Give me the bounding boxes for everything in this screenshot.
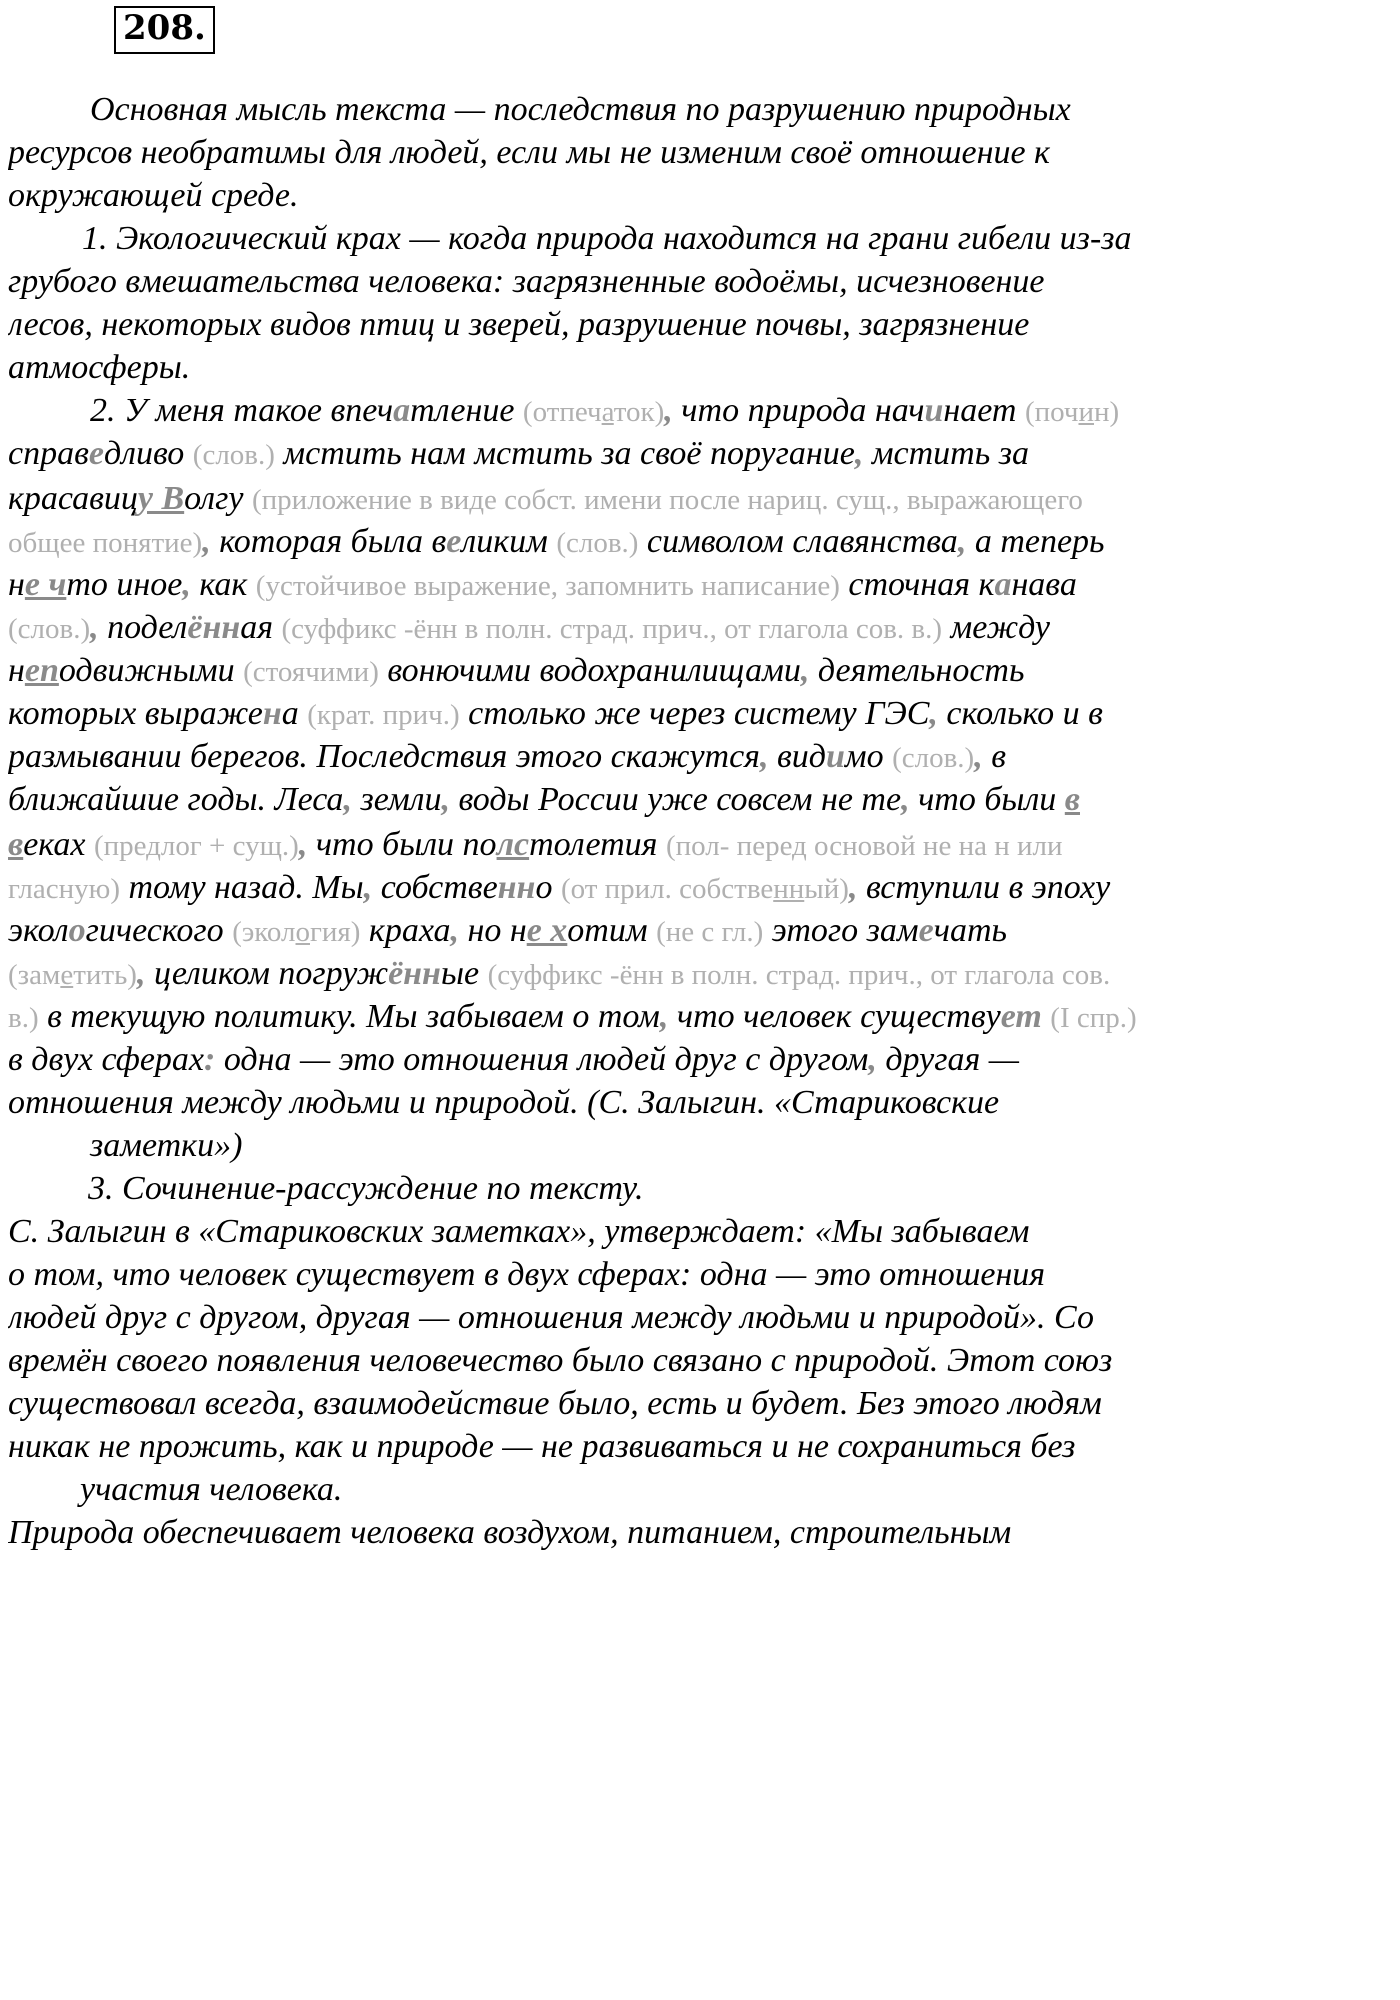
text-fragment: в двух сферах xyxy=(8,1041,205,1078)
grammar-comment: (суффикс -ённ в полн. страд. прич., от глагола сов. xyxy=(487,959,1111,991)
text-line xyxy=(8,1169,1394,1215)
highlighted-letter: е xyxy=(918,912,934,949)
text-fragment: окружающей среде. xyxy=(8,177,299,214)
text-fragment: о том, что человек существует в двух сферах: одна — это отношения xyxy=(8,1256,1046,1293)
text-line xyxy=(8,391,1394,437)
text-line xyxy=(8,911,1394,957)
text-line xyxy=(8,954,1394,1000)
text-fragment: чать xyxy=(933,912,1007,949)
text-fragment: ая xyxy=(240,609,282,646)
text-fragment: ближайшие годы. Леса xyxy=(8,781,344,818)
grammar-comment: тить) xyxy=(73,959,137,991)
text-fragment: н xyxy=(8,652,25,689)
text-fragment: ые xyxy=(440,955,488,992)
highlighted-letter: , xyxy=(441,781,450,818)
text-fragment: а теперь xyxy=(966,523,1105,560)
text-line xyxy=(8,1255,1394,1301)
grammar-comment: (слов.) xyxy=(892,742,975,774)
text-fragment: ресурсов необратимы для людей, если мы не изменим своё отношение к xyxy=(8,134,1050,171)
highlighted-letter: , xyxy=(363,869,373,906)
grammar-comment: гласную) xyxy=(8,873,120,905)
highlighted-letter: а xyxy=(994,566,1012,603)
grammar-comment: (I спр.) xyxy=(1050,1002,1137,1034)
grammar-comment: (не с гл.) xyxy=(656,916,764,948)
grammar-comment: (суффикс -ённ в полн. страд. прич., от глагола сов. в.) xyxy=(281,613,943,645)
text-fragment: воды России уже совсем не те xyxy=(449,781,902,818)
grammar-comment: (слов.) xyxy=(8,613,91,645)
text-fragment: 2. У меня такое впеч xyxy=(90,392,394,429)
text-fragment: нает xyxy=(943,392,1025,429)
text-fragment: что человек существу xyxy=(668,998,1001,1035)
highlighted-letter: , xyxy=(664,392,673,429)
text-line xyxy=(8,479,1394,525)
text-line xyxy=(8,1212,1394,1258)
text-fragment: дливо xyxy=(103,435,193,472)
highlighted-letter: и xyxy=(825,738,845,775)
text-fragment: нава xyxy=(1011,566,1077,603)
text-fragment: времён своего появления человечество было связано с природой. Этот союз xyxy=(8,1342,1113,1379)
text-fragment: подел xyxy=(98,609,188,646)
text-fragment: отим xyxy=(567,912,657,949)
highlighted-letter: , xyxy=(343,781,352,818)
text-fragment: краха xyxy=(360,912,451,949)
highlighted-letter: , xyxy=(848,869,858,906)
grammar-comment: (зам xyxy=(8,959,61,991)
text-fragment: символом славянства xyxy=(638,523,958,560)
text-fragment: между xyxy=(942,609,1050,646)
highlighted-letter: , xyxy=(298,826,308,863)
text-fragment: никак не прожить, как и природе — не развиваться и не сохраниться без xyxy=(8,1428,1076,1465)
text-line xyxy=(8,176,1394,222)
text-fragment: деятельность xyxy=(809,652,1025,689)
text-fragment: атмосферы. xyxy=(8,349,191,386)
highlighted-letter: у В xyxy=(137,480,185,517)
text-line xyxy=(8,825,1394,871)
grammar-comment: (стоячими) xyxy=(243,656,379,688)
highlighted-letter: , xyxy=(929,695,938,732)
text-fragment xyxy=(1042,998,1051,1035)
text-line xyxy=(8,90,1394,136)
grammar-comment: (поч xyxy=(1024,396,1079,428)
text-fragment: существовал всегда, взаимодействие было, есть и будет. Без этого людям xyxy=(8,1385,1102,1422)
grammar-comment: (слов.) xyxy=(192,439,275,471)
text-line xyxy=(8,565,1394,611)
grammar-comment: общее понятие) xyxy=(8,527,203,559)
text-line xyxy=(8,1427,1394,1473)
highlighted-letter: , xyxy=(974,738,983,775)
grammar-comment: о xyxy=(295,916,310,948)
highlighted-letter: , xyxy=(854,435,864,472)
highlighted-letter: еп xyxy=(24,652,59,689)
grammar-comment: н) xyxy=(1094,396,1120,428)
text-line xyxy=(8,651,1394,697)
text-line xyxy=(8,608,1394,654)
grammar-comment: (приложение в виде собст. имени после нариц. сущ., выражающего xyxy=(252,484,1083,516)
text-fragment: ликим xyxy=(461,523,557,560)
text-fragment: вступили в эпоху xyxy=(857,869,1111,906)
text-fragment: которая была в xyxy=(210,523,447,560)
text-fragment: справ xyxy=(8,435,89,472)
text-fragment: тление xyxy=(410,392,523,429)
highlighted-letter: ённ xyxy=(388,955,441,992)
text-fragment: экол xyxy=(8,912,69,949)
highlighted-letter: е х xyxy=(526,912,568,949)
text-fragment: лесов, некоторых видов птиц и зверей, разрушение почвы, загрязнение xyxy=(8,306,1030,343)
grammar-comment: (пол- перед основой не на н или xyxy=(666,830,1063,862)
text-fragment: собстве xyxy=(372,869,498,906)
grammar-comment: (экол xyxy=(232,916,296,948)
text-fragment: людей друг с другом, другая — отношения между людьми и природой». Со xyxy=(8,1299,1094,1336)
text-fragment: целиком погруж xyxy=(145,955,389,992)
text-fragment: участия человека. xyxy=(80,1471,343,1508)
grammar-comment: (крат. прич.) xyxy=(307,699,460,731)
text-fragment: красавиц xyxy=(8,480,138,517)
text-line xyxy=(8,694,1394,740)
highlighted-letter: , xyxy=(182,566,191,603)
text-line xyxy=(8,434,1394,480)
text-fragment: о xyxy=(535,869,561,906)
highlighted-letter: е ч xyxy=(24,566,67,603)
text-fragment: размывании берегов. Последствия этого скажутся xyxy=(8,738,760,775)
highlighted-letter: нн xyxy=(497,869,536,906)
highlighted-letter: в xyxy=(8,826,24,863)
highlighted-letter: , xyxy=(901,781,910,818)
highlighted-letter: лс xyxy=(496,826,530,863)
text-fragment: грубого вмешательства человека: загрязненные водоёмы, исчезновение xyxy=(8,263,1045,300)
text-line xyxy=(8,737,1394,783)
text-line xyxy=(8,1126,1394,1172)
text-line xyxy=(8,780,1394,826)
text-fragment: в текущую политику. Мы забываем о том xyxy=(38,998,660,1035)
text-fragment: тому назад. Мы xyxy=(119,869,364,906)
text-fragment: Природа обеспечивает человека воздухом, питанием, строительным xyxy=(8,1514,1012,1551)
text-fragment: что природа нач xyxy=(672,392,925,429)
grammar-comment: ый) xyxy=(804,873,849,905)
text-fragment: С. Залыгин в «Стариковских заметках», утверждает: «Мы забываем xyxy=(8,1213,1030,1250)
text-line xyxy=(8,262,1394,308)
grammar-comment: гия) xyxy=(310,916,361,948)
text-fragment: вид xyxy=(768,738,826,775)
text-line xyxy=(8,1341,1394,1387)
highlighted-letter: в xyxy=(1064,781,1080,818)
grammar-comment: (предлог + сущ.) xyxy=(93,830,299,862)
text-fragment: что были xyxy=(909,781,1065,818)
grammar-comment: и xyxy=(1078,396,1095,428)
text-fragment: то иное xyxy=(66,566,183,603)
text-fragment: отношения между людьми и природой. (С. Залыгин. «Стариковские xyxy=(8,1084,1000,1121)
text-fragment: что были по xyxy=(307,826,497,863)
text-fragment: вонючими водохранилищами xyxy=(378,652,801,689)
text-fragment: другая — xyxy=(876,1041,1020,1078)
text-fragment: Основная мысль текста — последствия по разрушению природных xyxy=(90,91,1071,128)
text-line xyxy=(8,997,1394,1043)
text-line xyxy=(8,868,1394,914)
highlighted-letter: н xyxy=(262,695,282,732)
highlighted-letter: е xyxy=(88,435,104,472)
text-line xyxy=(8,1384,1394,1430)
highlighted-letter: ённ xyxy=(187,609,241,646)
text-fragment: одна — это отношения людей друг с другом xyxy=(215,1041,869,1078)
highlighted-letter: о xyxy=(68,912,86,949)
highlighted-letter: : xyxy=(204,1041,216,1078)
highlighted-letter: , xyxy=(759,738,769,775)
highlighted-letter: , xyxy=(136,955,146,992)
text-line xyxy=(8,1040,1394,1086)
grammar-comment: а xyxy=(601,396,614,428)
text-line xyxy=(8,219,1394,265)
text-fragment: а xyxy=(281,695,308,732)
highlighted-letter: , xyxy=(450,912,459,949)
text-fragment: 1. Экологический крах — когда природа находится на грани гибели из-за xyxy=(82,220,1132,257)
text-fragment: заметки») xyxy=(90,1127,243,1164)
highlighted-letter: е xyxy=(446,523,462,560)
grammar-comment: ток) xyxy=(613,396,665,428)
grammar-comment: (слов.) xyxy=(556,527,639,559)
text-fragment: сколько и в xyxy=(937,695,1103,732)
highlighted-letter: , xyxy=(659,998,669,1035)
text-fragment: как xyxy=(190,566,256,603)
text-fragment: 3. Сочинение-рассуждение по тексту. xyxy=(88,1170,644,1207)
grammar-comment: (устойчивое выражение, запомнить написание) xyxy=(255,570,840,602)
highlighted-letter: ет xyxy=(1000,998,1042,1035)
highlighted-letter: и xyxy=(924,392,944,429)
text-fragment: сточная к xyxy=(839,566,995,603)
text-fragment: толетия xyxy=(529,826,666,863)
text-fragment: мстить за xyxy=(863,435,1029,472)
text-line xyxy=(8,1083,1394,1129)
highlighted-letter: , xyxy=(800,652,810,689)
text-line xyxy=(8,522,1394,568)
text-fragment: этого зам xyxy=(763,912,919,949)
text-line xyxy=(8,348,1394,394)
text-line xyxy=(8,133,1394,179)
text-line xyxy=(8,1470,1394,1516)
text-fragment: мо xyxy=(844,738,893,775)
text-fragment: н xyxy=(8,566,25,603)
grammar-comment: в.) xyxy=(8,1002,39,1034)
text-fragment: которых выраже xyxy=(8,695,263,732)
highlighted-letter: , xyxy=(202,523,211,560)
exercise-number: 208. xyxy=(114,6,215,54)
text-fragment: олгу xyxy=(184,480,252,517)
highlighted-letter: , xyxy=(957,523,967,560)
text-fragment: еках xyxy=(23,826,94,863)
text-fragment: одвижными xyxy=(58,652,244,689)
text-fragment: мстить нам мстить за своё поругание xyxy=(274,435,855,472)
text-fragment: земли xyxy=(351,781,442,818)
text-fragment: в xyxy=(982,738,1006,775)
grammar-comment: е xyxy=(60,959,74,991)
text-fragment: гического xyxy=(85,912,233,949)
text-fragment: столько же через систему ГЭС xyxy=(459,695,930,732)
highlighted-letter: а xyxy=(393,392,411,429)
highlighted-letter: , xyxy=(868,1041,877,1078)
grammar-comment: (от прил. собстве xyxy=(560,873,774,905)
text-fragment: но н xyxy=(458,912,527,949)
grammar-comment: (отпеч xyxy=(522,396,602,428)
grammar-comment: нн xyxy=(773,873,805,905)
text-line xyxy=(8,305,1394,351)
text-line xyxy=(8,1513,1394,1559)
text-line xyxy=(8,1298,1394,1344)
highlighted-letter: , xyxy=(90,609,99,646)
